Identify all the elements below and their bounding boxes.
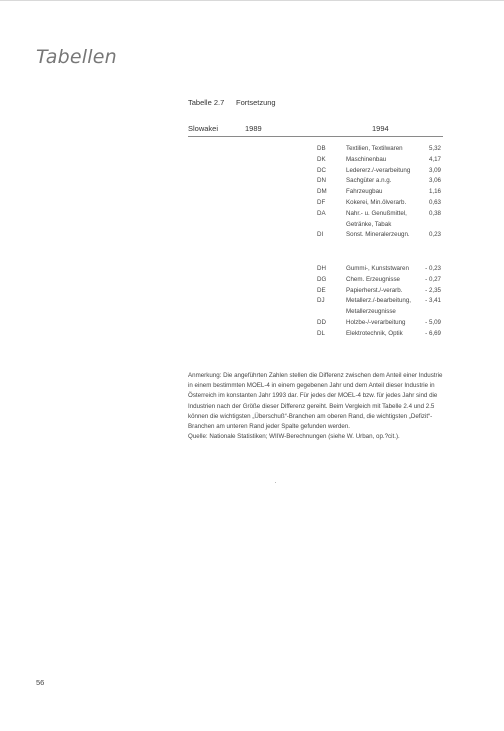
row-code: DF: [317, 199, 326, 206]
row-label: Kokerei, Min.ölverarb.: [346, 199, 407, 206]
table-row: [0, 155, 504, 165]
table-row: [0, 275, 504, 285]
row-code: DE: [317, 286, 326, 294]
note-source: Quelle: Nationale Statistiken; WIIW-Berechnungen (siehe W. Urban, op.?cit.).: [188, 433, 400, 441]
row-code: DD: [317, 319, 326, 326]
table-row: [0, 166, 504, 176]
row-label: Nahr.- u. Genußmittel,: [346, 209, 407, 217]
row-label: Gummi-, Kunststwaren: [346, 265, 409, 272]
section-title: Tabellen: [36, 46, 117, 68]
row-value: 4,17: [428, 155, 441, 163]
table-row: [0, 296, 504, 306]
row-value: 5,32: [428, 145, 441, 152]
row-value: 3,09: [428, 166, 441, 174]
row-code: DG: [317, 275, 327, 283]
row-label: Metallerz./-bearbeitung,: [346, 297, 412, 305]
row-value: 3,06: [428, 177, 441, 185]
header-rule: [188, 136, 443, 137]
row-code: DK: [317, 155, 326, 163]
top-rule: [0, 0, 504, 1]
row-value: 0,63: [428, 199, 441, 206]
table-row: [0, 209, 504, 219]
row-value: - 6,69: [425, 329, 441, 337]
table-row: [0, 198, 504, 208]
row-code: DB: [317, 145, 326, 152]
row-code: DM: [317, 188, 327, 196]
table-row: [0, 230, 504, 240]
row-code: DI: [317, 231, 324, 239]
row-label: Chem. Erzeugnisse: [346, 275, 400, 283]
row-label: Sachgüter a.n.g.: [346, 177, 392, 185]
row-value: - 5,09: [425, 319, 441, 326]
row-value: - 2,35: [425, 286, 441, 294]
row-value: 1,16: [428, 188, 441, 196]
row-value: 0,38: [428, 209, 441, 217]
note-text: Anmerkung: Die angeführten Zahlen stellen die Differenz zwischen dem Anteil einer Industrie in einem bestimmten MOEL-4 in einem gegebenen Jahr und dem Anteil dieser Industrie in Österreich im konstanten Jahr 1993 dar. Für jedes der MOEL-4 bzw. für jedes Jahr sind die Industrien nach der Größe dieser Differenz gereiht. Beim Vergleich mit Tabelle 2.4 und 2.5 können die wichtigsten „Überschuß“-Branchen am oberen Rand, die wichtigsten „Defizit“-Branchen am unteren Rand jeder Spalte gefunden werden.: [188, 372, 443, 431]
page-number: 56: [36, 678, 45, 687]
table-row: [0, 286, 504, 296]
row-code: DC: [317, 166, 326, 174]
row-label: Maschinenbau: [346, 155, 387, 163]
header-year-1989: 1989: [245, 124, 262, 133]
row-code: DN: [317, 177, 326, 185]
row-code: DL: [317, 329, 325, 337]
header-country: Slowakei: [188, 124, 219, 133]
table-row: [0, 264, 504, 274]
row-code: DA: [317, 209, 326, 217]
row-value: - 3,41: [425, 297, 441, 305]
table-number: Tabelle 2.7: [188, 98, 225, 107]
table-row: [0, 329, 504, 339]
table-note: [188, 371, 448, 442]
table-row: [0, 318, 504, 328]
table-row: [0, 144, 504, 154]
row-label: Textilien, Textilwaren: [346, 145, 403, 152]
row-label: Sonst. Mineralerzeugn.: [346, 231, 410, 239]
row-label: Getränke, Tabak: [346, 220, 392, 228]
table-row: [0, 220, 504, 230]
row-label: Ledererz./-verarbeitung: [346, 166, 411, 174]
row-code: DJ: [317, 297, 325, 305]
row-code: DH: [317, 265, 326, 272]
header-year-1994: 1994: [372, 124, 389, 133]
row-label: Papierherst./-verarb.: [346, 286, 403, 294]
table-row: [0, 187, 504, 197]
row-label: Fahrzeugbau: [346, 188, 383, 196]
row-value: 0,23: [428, 231, 441, 239]
table-caption-text: Fortsetzung: [236, 98, 276, 107]
row-label: Holzbe-/-verarbeitung: [346, 319, 406, 326]
table-row: [0, 176, 504, 186]
stray-dot: [275, 482, 276, 483]
row-value: - 0,23: [425, 265, 441, 272]
row-label: Metallerzeugnisse: [346, 308, 396, 316]
table-row: [0, 307, 504, 317]
row-value: - 0,27: [425, 275, 441, 283]
row-label: Elektrotechnik, Optik: [346, 329, 403, 337]
